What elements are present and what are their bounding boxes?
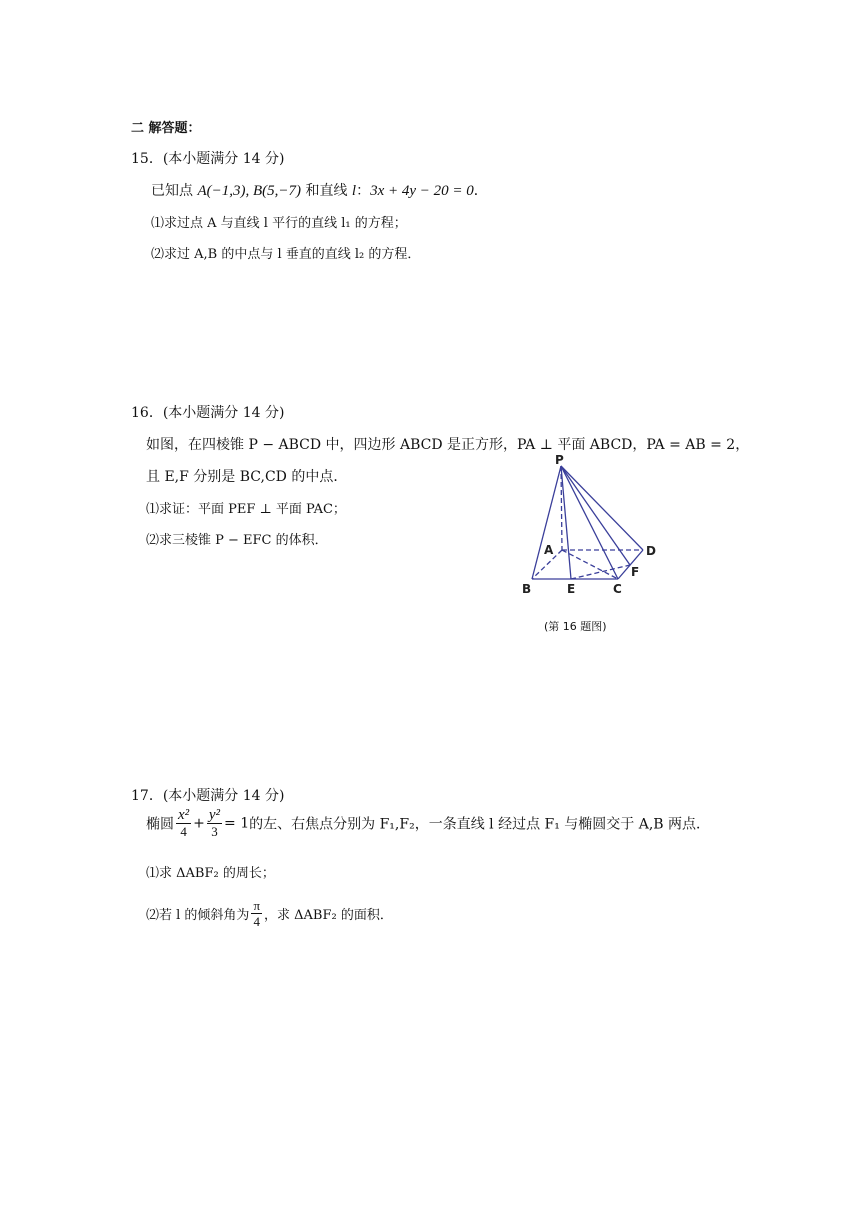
q17-stem-post: 的左、右焦点分别为 F₁,F₂，一条直线 l 经过点 F₁ 与椭圆交于 A,B 两点． xyxy=(249,816,711,833)
q16-header: 16．(本小题满分 14 分) xyxy=(131,405,285,421)
q16-stem-line1: 如图，在四棱锥 P − ABCD 中，四边形 ABCD 是正方形，PA ⊥ 平面 ABCD，PA = AB = 2， xyxy=(146,437,750,453)
q15-header: 15．(本小题满分 14 分) xyxy=(131,151,285,167)
q15-stem-pre: 已知点 xyxy=(151,183,198,199)
q17-frac-angle xyxy=(251,898,262,929)
q17-stem xyxy=(146,808,710,839)
q16-part1: ⑴求证：平面 PEF ⊥ 平面 PAC； xyxy=(146,502,346,517)
q15-part1: ⑴求过点 A 与直线 l 平行的直线 l₁ 的方程； xyxy=(151,216,407,231)
edge-PB xyxy=(532,466,561,579)
q17-frac-x xyxy=(176,808,191,839)
q17-part2 xyxy=(146,898,393,929)
label-A: A xyxy=(544,543,554,557)
section-title: 二 解答题： xyxy=(131,121,201,136)
q17-frac-angle-den: 4 xyxy=(253,914,260,929)
q17-stem-pre: 椭圆 xyxy=(146,816,174,833)
edge-EF xyxy=(571,565,630,579)
q17-part2-post: ，求 ΔABF₂ 的面积． xyxy=(264,908,393,923)
q17-part1: ⑴求 ΔABF₂ 的周长； xyxy=(146,866,275,881)
q15-stem xyxy=(151,180,488,200)
q17-frac-x-den: 4 xyxy=(180,824,187,839)
q16-stem-line2: 且 E,F 分别是 BC,CD 的中点． xyxy=(146,469,348,485)
q15-part2: ⑵求过 A,B 的中点与 l 垂直的直线 l₂ 的方程． xyxy=(151,247,421,262)
q15-stem-end: ． xyxy=(473,183,488,199)
edge-PD xyxy=(561,466,643,550)
q15-line-name: l xyxy=(351,183,357,199)
q17-frac-angle-num: π xyxy=(253,898,261,913)
q17-eq-one: = 1 xyxy=(224,815,250,832)
q15-points: A(−1,3), B(5,−7) xyxy=(197,183,302,199)
q17-frac-y-den: 3 xyxy=(211,824,218,839)
pyramid-figure xyxy=(515,452,665,597)
q17-header: 17．(本小题满分 14 分) xyxy=(131,788,285,804)
q17-frac-y xyxy=(207,808,222,839)
q17-frac-y-num: y² xyxy=(208,807,221,823)
figure-caption: (第 16 题图) xyxy=(544,620,607,633)
label-F: F xyxy=(631,565,640,579)
label-P: P xyxy=(555,453,564,467)
label-C: C xyxy=(613,582,622,596)
label-D: D xyxy=(646,544,656,558)
q17-frac-x-num: x² xyxy=(178,807,190,823)
q16-part2: ⑵求三棱锥 P − EFC 的体积． xyxy=(146,533,328,548)
q17-part2-pre: ⑵若 l 的倾斜角为 xyxy=(146,908,250,923)
label-B: B xyxy=(522,582,532,596)
q15-colon: ： xyxy=(356,183,371,199)
label-E: E xyxy=(567,582,576,596)
q17-plus: + xyxy=(193,815,205,832)
q15-line-equation: 3x + 4y − 20 = 0 xyxy=(370,183,474,199)
q15-stem-mid: 和直线 xyxy=(301,183,352,199)
